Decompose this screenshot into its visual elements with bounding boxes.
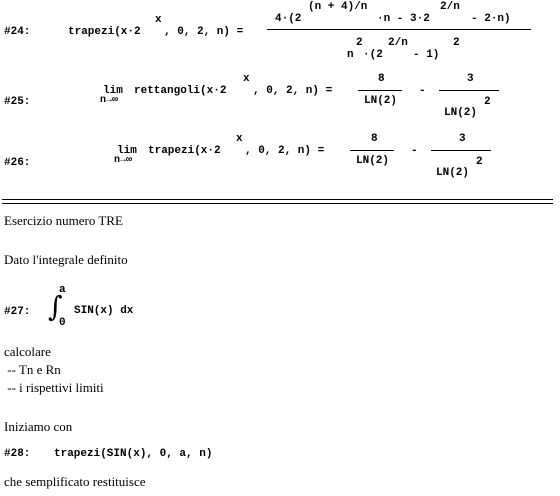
expr-26-exp: x bbox=[236, 133, 243, 145]
expr-25-minus: - bbox=[419, 85, 426, 97]
expr-26-frac1-den: LN(2) bbox=[356, 155, 390, 167]
expr-25-args: , 0, 2, n) = bbox=[253, 85, 333, 97]
expr-26-func: trapezi(x·2 bbox=[148, 145, 221, 157]
expr-27-integrand: SIN(x) dx bbox=[74, 305, 134, 317]
expr-25-frac1-num: 8 bbox=[378, 73, 385, 85]
expr-25-frac2-num: 3 bbox=[467, 73, 474, 85]
expr-26-args: , 0, 2, n) = bbox=[245, 145, 325, 157]
expr-25-frac1-den: LN(2) bbox=[364, 95, 398, 107]
expr-27-lower-limit: 0 bbox=[59, 317, 66, 329]
expr-24-num-part3: - 2·n) bbox=[471, 13, 511, 25]
iniziamo-text: Iniziamo con bbox=[4, 419, 73, 434]
expr-24-den-outer-exp: 2 bbox=[453, 37, 460, 49]
expr-25-label: #25: bbox=[4, 96, 31, 108]
exercise-heading: Esercizio numero TRE bbox=[4, 213, 123, 228]
expr-26-lim-sub: n→∞ bbox=[114, 155, 133, 166]
intro-text: Dato l'integrale definito bbox=[4, 252, 128, 267]
expr-24-fraction-bar bbox=[267, 29, 531, 30]
expr-24-num-exp1: (n + 4)/n bbox=[308, 1, 368, 13]
expr-26-frac1-num: 8 bbox=[371, 133, 378, 145]
expr-25-frac1-bar bbox=[358, 90, 402, 91]
expr-28-body: trapezi(SIN(x), 0, a, n) bbox=[54, 448, 213, 460]
expr-25-frac2-den: LN(2) bbox=[444, 107, 478, 119]
expr-24-lhs-args: , 0, 2, n) = bbox=[164, 26, 244, 38]
expr-24-den-part1: n bbox=[347, 49, 354, 61]
integral-sign-icon: ∫ bbox=[48, 290, 63, 323]
expr-25-lim-sub: n→∞ bbox=[100, 95, 119, 106]
list-item-limiti: -- i rispettivi limiti bbox=[4, 380, 104, 395]
expr-24-num-exp2: 2/n bbox=[440, 1, 460, 13]
semplificato-text: che semplificato restituisce bbox=[4, 474, 146, 489]
expr-26-frac2-num: 3 bbox=[459, 133, 466, 145]
expr-26-label: #26: bbox=[4, 157, 31, 169]
expr-24-label: #24: bbox=[4, 26, 31, 38]
expr-25-frac2-den-exp: 2 bbox=[484, 96, 491, 108]
calcolare-text: calcolare bbox=[4, 344, 51, 359]
expr-24-den-part2: ·(2 bbox=[363, 49, 383, 61]
expr-27-upper-limit: a bbox=[59, 284, 66, 296]
expr-26-frac2-den-exp: 2 bbox=[476, 156, 483, 168]
expr-24-lhs-exp: x bbox=[155, 14, 162, 26]
expr-25-exp: x bbox=[243, 73, 250, 85]
expr-24-lhs-func: trapezi(x·2 bbox=[68, 26, 141, 38]
expr-27-label: #27: bbox=[4, 306, 31, 318]
expr-24-den-exp2: 2/n bbox=[388, 37, 408, 49]
expr-25-frac2-bar bbox=[439, 90, 499, 91]
expr-26-frac2-den: LN(2) bbox=[436, 167, 470, 179]
expr-26-lim: lim bbox=[117, 145, 137, 157]
expr-25-func: rettangoli(x·2 bbox=[134, 85, 227, 97]
expr-28-label: #28: bbox=[4, 448, 31, 460]
expr-24-den-part3: - 1) bbox=[413, 49, 440, 61]
expr-25-lim: lim bbox=[103, 85, 123, 97]
list-item-tn-rn: -- Tn e Rn bbox=[4, 362, 61, 377]
expr-26-minus: - bbox=[411, 145, 418, 157]
expr-24-num-part2: ·n - 3·2 bbox=[377, 13, 430, 25]
section-divider-top bbox=[2, 199, 553, 200]
expr-24-den-n-exp: 2 bbox=[356, 37, 363, 49]
expr-26-frac2-bar bbox=[431, 150, 491, 151]
expr-26-frac1-bar bbox=[350, 150, 394, 151]
section-divider-bottom bbox=[2, 203, 553, 204]
expr-24-num-part1: 4·(2 bbox=[275, 13, 302, 25]
